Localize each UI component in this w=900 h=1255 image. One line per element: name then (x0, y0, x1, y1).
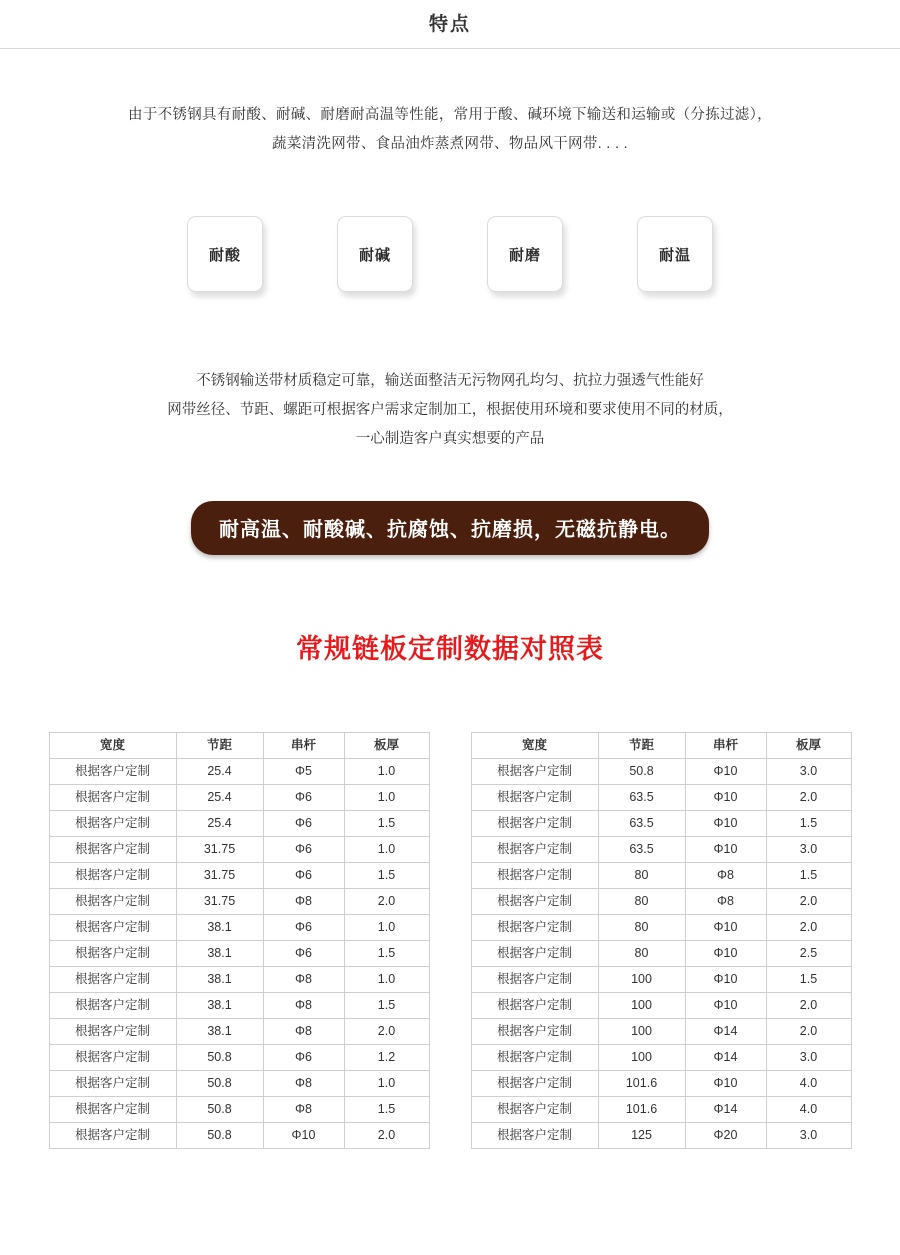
table-row (471, 811, 851, 837)
cell-thickness: 1.5 (344, 811, 429, 837)
cell-rod: Φ10 (685, 915, 766, 941)
page-header (0, 0, 900, 49)
description-line: 不锈钢输送带材质稳定可靠，输送面整洁无污物网孔均匀、抗拉力强透气性能好 (196, 373, 704, 389)
cell-pitch: 31.75 (176, 837, 263, 863)
cell-thickness: 4.0 (766, 1071, 851, 1097)
cell-rod: Φ10 (685, 811, 766, 837)
intro-line: 由于不锈钢具有耐酸、耐碱、耐磨耐高温等性能，常用于酸、碱环境下输送和运输或（分拣过滤）， (128, 107, 772, 123)
spec-table-right (471, 732, 852, 1149)
cell-thickness: 1.2 (344, 1045, 429, 1071)
cell-pitch: 50.8 (176, 1045, 263, 1071)
cell-rod: Φ6 (263, 915, 344, 941)
cell-thickness: 2.0 (766, 889, 851, 915)
table-row (49, 837, 429, 863)
table-row (471, 1097, 851, 1123)
cell-width: 根据客户定制 (49, 1123, 176, 1149)
cell-thickness: 1.5 (344, 993, 429, 1019)
feature-box-group (0, 216, 900, 292)
cell-width: 根据客户定制 (49, 1071, 176, 1097)
cell-thickness: 1.0 (344, 785, 429, 811)
cell-thickness: 2.5 (766, 941, 851, 967)
cell-width: 根据客户定制 (471, 1097, 598, 1123)
table-row (471, 915, 851, 941)
cell-pitch: 50.8 (176, 1097, 263, 1123)
feature-label: 耐温 (658, 246, 691, 264)
cell-pitch: 50.8 (598, 759, 685, 785)
cell-thickness: 1.5 (344, 863, 429, 889)
cell-rod: Φ10 (685, 785, 766, 811)
cell-thickness: 1.0 (344, 837, 429, 863)
cell-rod: Φ14 (685, 1019, 766, 1045)
table-row (471, 1019, 851, 1045)
cell-width: 根据客户定制 (49, 759, 176, 785)
cell-width: 根据客户定制 (471, 811, 598, 837)
column-header-width: 宽度 (471, 733, 598, 759)
cell-width: 根据客户定制 (471, 863, 598, 889)
highlight-banner-wrapper (0, 501, 900, 555)
description-line: 网带丝径、节距、螺距可根据客户需求定制加工，根据使用环境和要求使用不同的材质， (167, 402, 733, 418)
feature-label: 耐碱 (358, 246, 391, 264)
cell-thickness: 2.0 (344, 889, 429, 915)
cell-width: 根据客户定制 (49, 837, 176, 863)
cell-rod: Φ8 (263, 1071, 344, 1097)
table-row (471, 785, 851, 811)
table-row (471, 889, 851, 915)
cell-width: 根据客户定制 (471, 759, 598, 785)
column-header-rod: 串杆 (685, 733, 766, 759)
table-row (49, 967, 429, 993)
cell-pitch: 100 (598, 1019, 685, 1045)
cell-thickness: 1.0 (344, 967, 429, 993)
table-row (49, 863, 429, 889)
cell-pitch: 63.5 (598, 785, 685, 811)
cell-thickness: 3.0 (766, 759, 851, 785)
cell-rod: Φ8 (263, 1019, 344, 1045)
cell-pitch: 38.1 (176, 915, 263, 941)
cell-thickness: 1.5 (344, 941, 429, 967)
cell-thickness: 1.5 (344, 1097, 429, 1123)
cell-width: 根据客户定制 (471, 785, 598, 811)
cell-rod: Φ8 (685, 863, 766, 889)
cell-width: 根据客户定制 (49, 967, 176, 993)
cell-rod: Φ8 (263, 889, 344, 915)
cell-rod: Φ6 (263, 811, 344, 837)
cell-width: 根据客户定制 (471, 1071, 598, 1097)
cell-rod: Φ10 (685, 993, 766, 1019)
table-section-title: 常规链板定制数据对照表 (296, 634, 604, 664)
description-line: 一心制造客户真实想要的产品 (355, 431, 545, 447)
table-row (471, 941, 851, 967)
intro-paragraph (0, 101, 900, 159)
cell-pitch: 63.5 (598, 837, 685, 863)
cell-pitch: 25.4 (176, 785, 263, 811)
table-row (471, 863, 851, 889)
cell-width: 根据客户定制 (471, 1019, 598, 1045)
cell-width: 根据客户定制 (49, 915, 176, 941)
cell-pitch: 63.5 (598, 811, 685, 837)
table-row (471, 759, 851, 785)
cell-thickness: 2.0 (766, 785, 851, 811)
table-row (49, 1019, 429, 1045)
page-title: 特点 (428, 14, 471, 35)
cell-width: 根据客户定制 (49, 993, 176, 1019)
table-row (49, 759, 429, 785)
cell-pitch: 50.8 (176, 1071, 263, 1097)
cell-pitch: 80 (598, 915, 685, 941)
cell-rod: Φ10 (685, 967, 766, 993)
table-row (471, 1123, 851, 1149)
cell-pitch: 101.6 (598, 1071, 685, 1097)
cell-pitch: 38.1 (176, 993, 263, 1019)
cell-thickness: 2.0 (344, 1123, 429, 1149)
cell-rod: Φ10 (685, 941, 766, 967)
cell-rod: Φ8 (263, 1097, 344, 1123)
cell-width: 根据客户定制 (49, 941, 176, 967)
cell-width: 根据客户定制 (49, 889, 176, 915)
cell-pitch: 31.75 (176, 889, 263, 915)
table-row (49, 785, 429, 811)
table-row (49, 1123, 429, 1149)
cell-thickness: 4.0 (766, 1097, 851, 1123)
highlight-banner: 耐高温、耐酸碱、抗腐蚀、抗磨损，无磁抗静电。 (191, 501, 709, 555)
cell-pitch: 80 (598, 863, 685, 889)
cell-rod: Φ8 (263, 967, 344, 993)
table-row (49, 993, 429, 1019)
cell-width: 根据客户定制 (49, 811, 176, 837)
column-header-thickness: 板厚 (766, 733, 851, 759)
cell-width: 根据客户定制 (49, 863, 176, 889)
column-header-rod: 串杆 (263, 733, 344, 759)
cell-width: 根据客户定制 (471, 967, 598, 993)
cell-rod: Φ10 (263, 1123, 344, 1149)
cell-pitch: 50.8 (176, 1123, 263, 1149)
cell-thickness: 1.0 (344, 759, 429, 785)
cell-pitch: 80 (598, 889, 685, 915)
cell-rod: Φ6 (263, 1045, 344, 1071)
cell-thickness: 2.0 (766, 915, 851, 941)
spec-table-left (49, 732, 430, 1149)
cell-pitch: 101.6 (598, 1097, 685, 1123)
cell-thickness: 1.5 (766, 811, 851, 837)
cell-pitch: 100 (598, 967, 685, 993)
table-row (49, 915, 429, 941)
cell-width: 根据客户定制 (471, 889, 598, 915)
feature-box-temperature-resistant (637, 216, 713, 292)
cell-thickness: 1.0 (344, 1071, 429, 1097)
cell-rod: Φ8 (263, 993, 344, 1019)
table-row (49, 1045, 429, 1071)
cell-rod: Φ10 (685, 759, 766, 785)
feature-box-wear-resistant (487, 216, 563, 292)
cell-rod: Φ6 (263, 785, 344, 811)
cell-thickness: 3.0 (766, 837, 851, 863)
cell-width: 根据客户定制 (471, 941, 598, 967)
cell-pitch: 25.4 (176, 811, 263, 837)
feature-box-acid-resistant (187, 216, 263, 292)
column-header-thickness: 板厚 (344, 733, 429, 759)
cell-pitch: 100 (598, 1045, 685, 1071)
table-row (49, 889, 429, 915)
cell-thickness: 1.5 (766, 863, 851, 889)
cell-pitch: 100 (598, 993, 685, 1019)
cell-width: 根据客户定制 (471, 993, 598, 1019)
table-header-row (471, 733, 851, 759)
table-row (471, 1071, 851, 1097)
column-header-pitch: 节距 (176, 733, 263, 759)
cell-thickness: 2.0 (344, 1019, 429, 1045)
cell-pitch: 38.1 (176, 1019, 263, 1045)
table-row (49, 1071, 429, 1097)
cell-thickness: 2.0 (766, 993, 851, 1019)
column-header-width: 宽度 (49, 733, 176, 759)
column-header-pitch: 节距 (598, 733, 685, 759)
table-row (471, 993, 851, 1019)
cell-rod: Φ10 (685, 1071, 766, 1097)
feature-label: 耐磨 (508, 246, 541, 264)
cell-rod: Φ6 (263, 837, 344, 863)
cell-pitch: 38.1 (176, 941, 263, 967)
table-row (471, 967, 851, 993)
cell-rod: Φ6 (263, 863, 344, 889)
cell-thickness: 1.0 (344, 915, 429, 941)
cell-thickness: 2.0 (766, 1019, 851, 1045)
cell-rod: Φ6 (263, 941, 344, 967)
cell-thickness: 3.0 (766, 1045, 851, 1071)
cell-width: 根据客户定制 (471, 915, 598, 941)
cell-pitch: 125 (598, 1123, 685, 1149)
cell-width: 根据客户定制 (49, 785, 176, 811)
table-row (471, 837, 851, 863)
cell-pitch: 25.4 (176, 759, 263, 785)
table-row (471, 1045, 851, 1071)
description-paragraph (0, 367, 900, 454)
cell-pitch: 38.1 (176, 967, 263, 993)
cell-width: 根据客户定制 (49, 1019, 176, 1045)
spec-tables (0, 732, 900, 1169)
cell-width: 根据客户定制 (471, 837, 598, 863)
feature-label: 耐酸 (208, 246, 241, 264)
cell-rod: Φ20 (685, 1123, 766, 1149)
cell-width: 根据客户定制 (49, 1045, 176, 1071)
table-row (49, 1097, 429, 1123)
table-row (49, 941, 429, 967)
cell-rod: Φ14 (685, 1097, 766, 1123)
cell-pitch: 80 (598, 941, 685, 967)
cell-thickness: 3.0 (766, 1123, 851, 1149)
table-header-row (49, 733, 429, 759)
cell-rod: Φ5 (263, 759, 344, 785)
cell-width: 根据客户定制 (471, 1123, 598, 1149)
feature-box-alkali-resistant (337, 216, 413, 292)
header-divider (0, 48, 900, 49)
intro-line: 蔬菜清洗网带、食品油炸蒸煮网带、物品风干网带. . . . (272, 136, 628, 152)
cell-rod: Φ14 (685, 1045, 766, 1071)
cell-thickness: 1.5 (766, 967, 851, 993)
cell-rod: Φ10 (685, 837, 766, 863)
cell-rod: Φ8 (685, 889, 766, 915)
cell-width: 根据客户定制 (49, 1097, 176, 1123)
cell-pitch: 31.75 (176, 863, 263, 889)
cell-width: 根据客户定制 (471, 1045, 598, 1071)
table-row (49, 811, 429, 837)
